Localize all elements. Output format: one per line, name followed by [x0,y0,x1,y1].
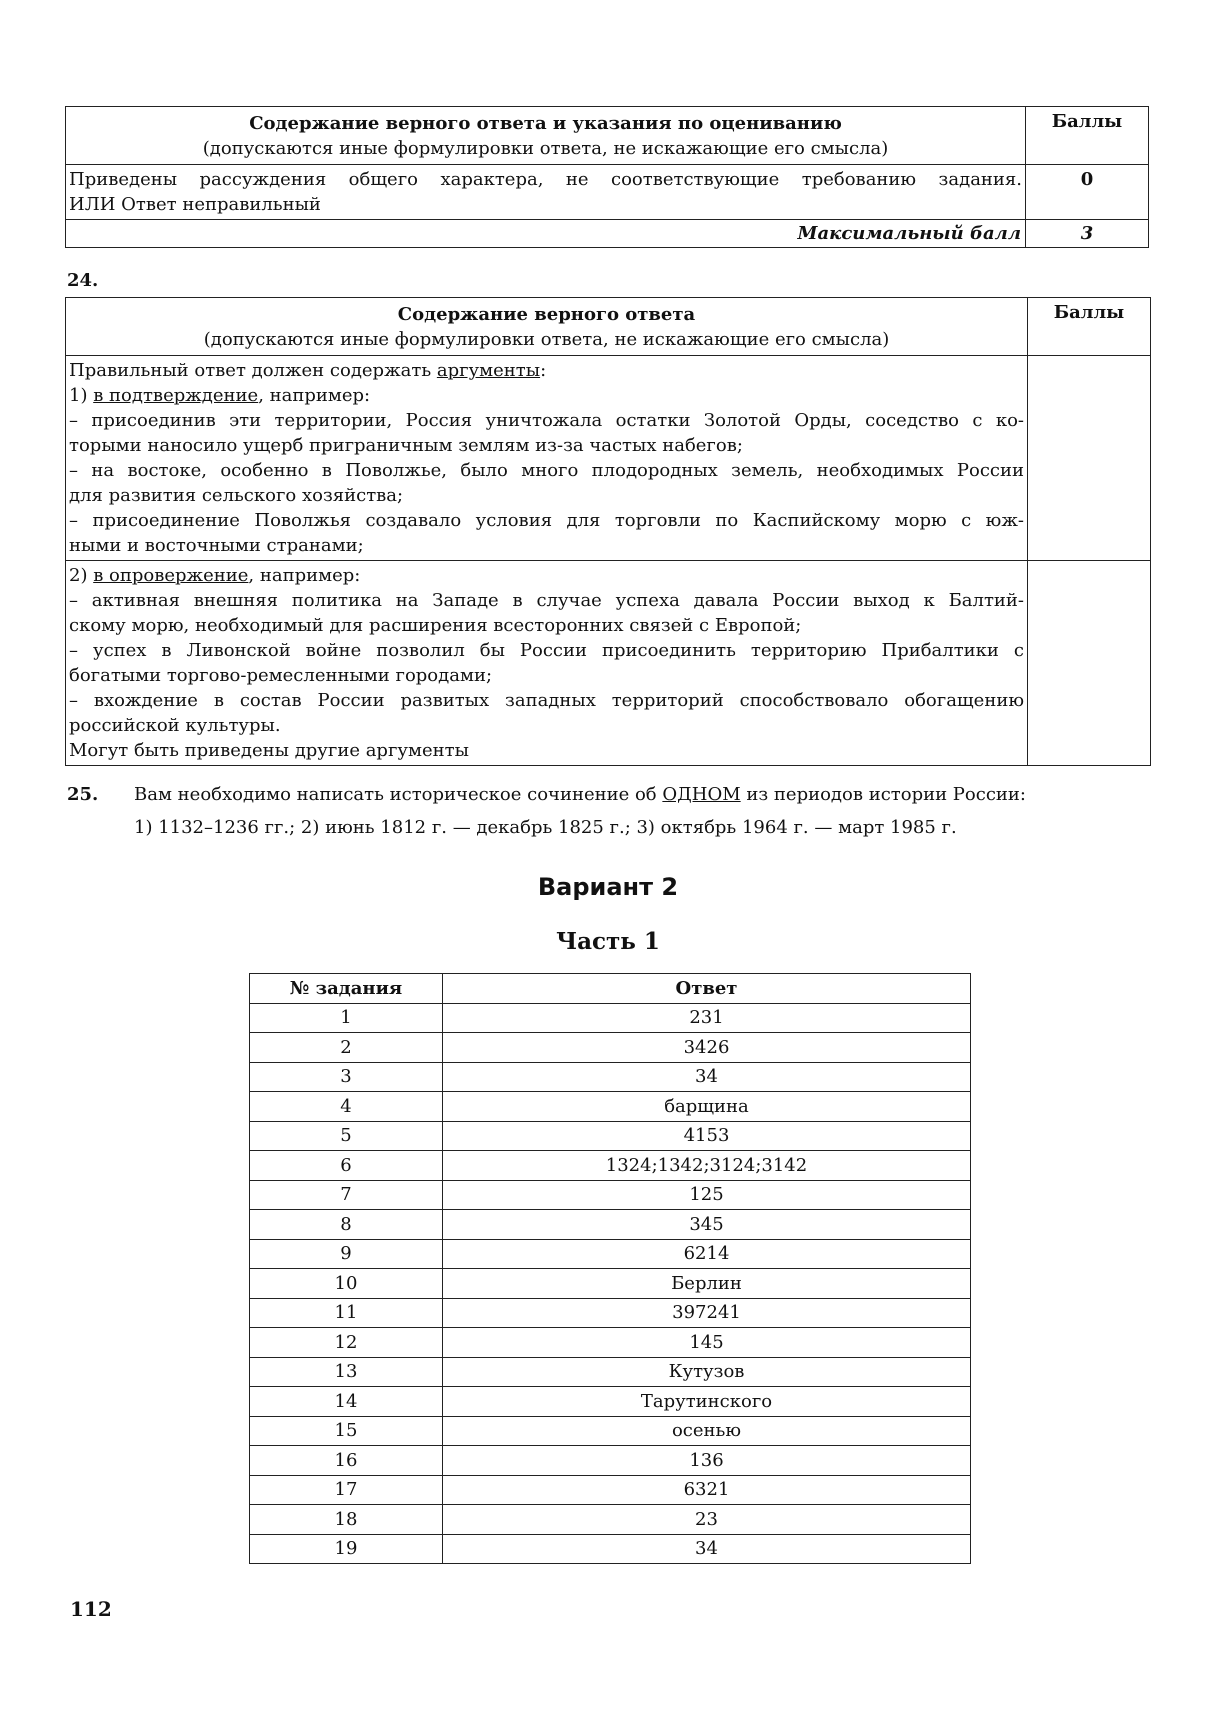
table-row [250,1151,971,1181]
table-row [250,1387,971,1417]
table-row [250,1210,971,1240]
criteria-cell [66,165,1026,220]
criteria-line: ИЛИ Ответ неправильный [69,194,321,215]
task-number-cell: 19 [250,1534,443,1564]
answer-cell: 3426 [443,1033,971,1063]
answer-cell: 145 [443,1328,971,1358]
underlined-text: в подтверждение [93,385,259,406]
task-number-cell: 16 [250,1446,443,1476]
table-row [250,1328,971,1358]
task-number-24: 24. [67,270,99,291]
header-main: Содержание верного ответа и указания по оцениванию [249,113,842,134]
answer-cell: 345 [443,1210,971,1240]
argument-line: – на востоке, особенно в Поволжье, было много плодородных земель, необходимых России [69,460,1024,481]
task-number-cell: 4 [250,1092,443,1122]
text: из периодов истории России: [740,784,1026,805]
table-row [250,1416,971,1446]
argument-line: – присоединив эти территории, Россия уничтожала остатки Золотой Орды, соседство с ко- [69,410,1024,431]
text: 1) [69,385,94,406]
argument-line: – успех в Ливонской войне позволил бы России присоединить территорию Прибалтики с [69,640,1024,661]
answer-cell: 125 [443,1180,971,1210]
scoring-table-23 [65,106,1149,248]
text: , например: [258,385,371,406]
answer-cell: 1324;1342;3124;3142 [443,1151,971,1181]
table-row [250,1298,971,1328]
answer-cell: 34 [443,1534,971,1564]
arguments-for-cell [66,356,1028,561]
answer-table-24 [65,297,1151,766]
task-number-cell: 13 [250,1357,443,1387]
answer-cell: барщина [443,1092,971,1122]
answers-table [249,973,971,1564]
task-number-cell: 9 [250,1239,443,1269]
task-number-cell: 14 [250,1387,443,1417]
task-number-cell: 1 [250,1003,443,1033]
score-cell: 0 [1026,165,1149,220]
header-score: Баллы [1028,298,1151,356]
argument-line: – вхождение в состав России развитых западных территорий способствовало обогащению [69,690,1024,711]
argument-line: скому морю, необходимый для расширения всесторонних связей с Европой; [69,615,802,636]
table-row [250,1269,971,1299]
answer-cell: 136 [443,1446,971,1476]
task-number-cell: 8 [250,1210,443,1240]
task-number-cell: 5 [250,1121,443,1151]
task-number-cell: 2 [250,1033,443,1063]
variant-title: Вариант 2 [537,873,679,901]
header-sub: (допускаются иные формулировки ответа, не искажающие его смысла) [203,329,890,350]
answer-cell: 6214 [443,1239,971,1269]
text: , например: [248,565,361,586]
header-sub: (допускаются иные формулировки ответа, не искажающие его смысла) [202,138,889,159]
header-content-cell [66,107,1026,165]
answer-cell: 397241 [443,1298,971,1328]
criteria-line: Приведены рассуждения общего характера, не соответствующие требованию задания. [69,169,1022,190]
argument-line: российской культуры. [69,715,281,736]
table-row [250,1003,971,1033]
answer-cell: Тарутинского [443,1387,971,1417]
underlined-text: ОДНОМ [662,784,741,805]
task-number-cell: 10 [250,1269,443,1299]
max-score-row [66,220,1149,248]
answer-cell: Кутузов [443,1357,971,1387]
table-row [66,561,1151,766]
task-number-cell: 7 [250,1180,443,1210]
table-row [250,1033,971,1063]
table-row [250,1180,971,1210]
task-25 [67,778,1167,844]
answers-body [250,1003,971,1564]
max-score-label: Максимальный балл [66,220,1026,248]
table-row [250,1121,971,1151]
text: 2) [69,565,94,586]
table-header-row [250,974,971,1004]
table-row [66,165,1149,220]
task-25-text [134,778,1167,844]
task-number-cell: 12 [250,1328,443,1358]
task-number-cell: 6 [250,1151,443,1181]
text: Вам необходимо написать историческое сочинение об [134,784,663,805]
periods-line: 1) 1132–1236 гг.; 2) июнь 1812 г. — декабрь 1825 г.; 3) октябрь 1964 г. — март 1985 г. [134,817,957,838]
table-row [250,1534,971,1564]
table-row [66,356,1151,561]
answer-cell: 6321 [443,1475,971,1505]
table-row [250,1446,971,1476]
header-task-number: № задания [250,974,443,1004]
argument-line: для развития сельского хозяйства; [69,485,404,506]
score-cell [1028,356,1151,561]
task-number-cell: 3 [250,1062,443,1092]
score-cell [1028,561,1151,766]
max-score-value: 3 [1026,220,1149,248]
answer-cell: осенью [443,1416,971,1446]
table-row [250,1475,971,1505]
table-header-row [66,107,1149,165]
argument-line: – присоединение Поволжья создавало условия для торговли по Каспийскому морю с юж- [69,510,1024,531]
intro-line [69,358,1024,383]
answer-cell: 231 [443,1003,971,1033]
header-content-cell [66,298,1028,356]
part-title: Часть 1 [556,928,660,955]
underlined-text: в опровержение [93,565,249,586]
task-number-cell: 11 [250,1298,443,1328]
task-number-cell: 15 [250,1416,443,1446]
table-row [250,1092,971,1122]
part1-heading [69,383,1024,408]
text: Правильный ответ должен содержать [69,360,437,381]
task-number-25: 25. [67,784,99,805]
part2-heading [69,563,1024,588]
argument-line: торыми наносило ущерб приграничным землям из-за частых набегов; [69,435,743,456]
task-number-cell: 18 [250,1505,443,1535]
answer-cell: 4153 [443,1121,971,1151]
table-row [250,1239,971,1269]
answer-cell: Берлин [443,1269,971,1299]
table-row [250,1062,971,1092]
text: : [540,360,547,381]
underlined-text: аргументы [436,360,541,381]
argument-line: Могут быть приведены другие аргументы [69,740,469,761]
argument-line: ными и восточными странами; [69,535,364,556]
page-number: 112 [70,1597,112,1621]
task-number-cell: 17 [250,1475,443,1505]
answer-cell: 34 [443,1062,971,1092]
answer-cell: 23 [443,1505,971,1535]
argument-line: богатыми торгово-ремесленными городами; [69,665,493,686]
header-answer: Ответ [443,974,971,1004]
table-header-row [66,298,1151,356]
table-row [250,1505,971,1535]
table-row [250,1357,971,1387]
argument-line: – активная внешняя политика на Западе в случае успеха давала России выход к Балтий- [69,590,1024,611]
arguments-against-cell [66,561,1028,766]
header-main: Содержание верного ответа [397,304,696,325]
header-score: Баллы [1026,107,1149,165]
